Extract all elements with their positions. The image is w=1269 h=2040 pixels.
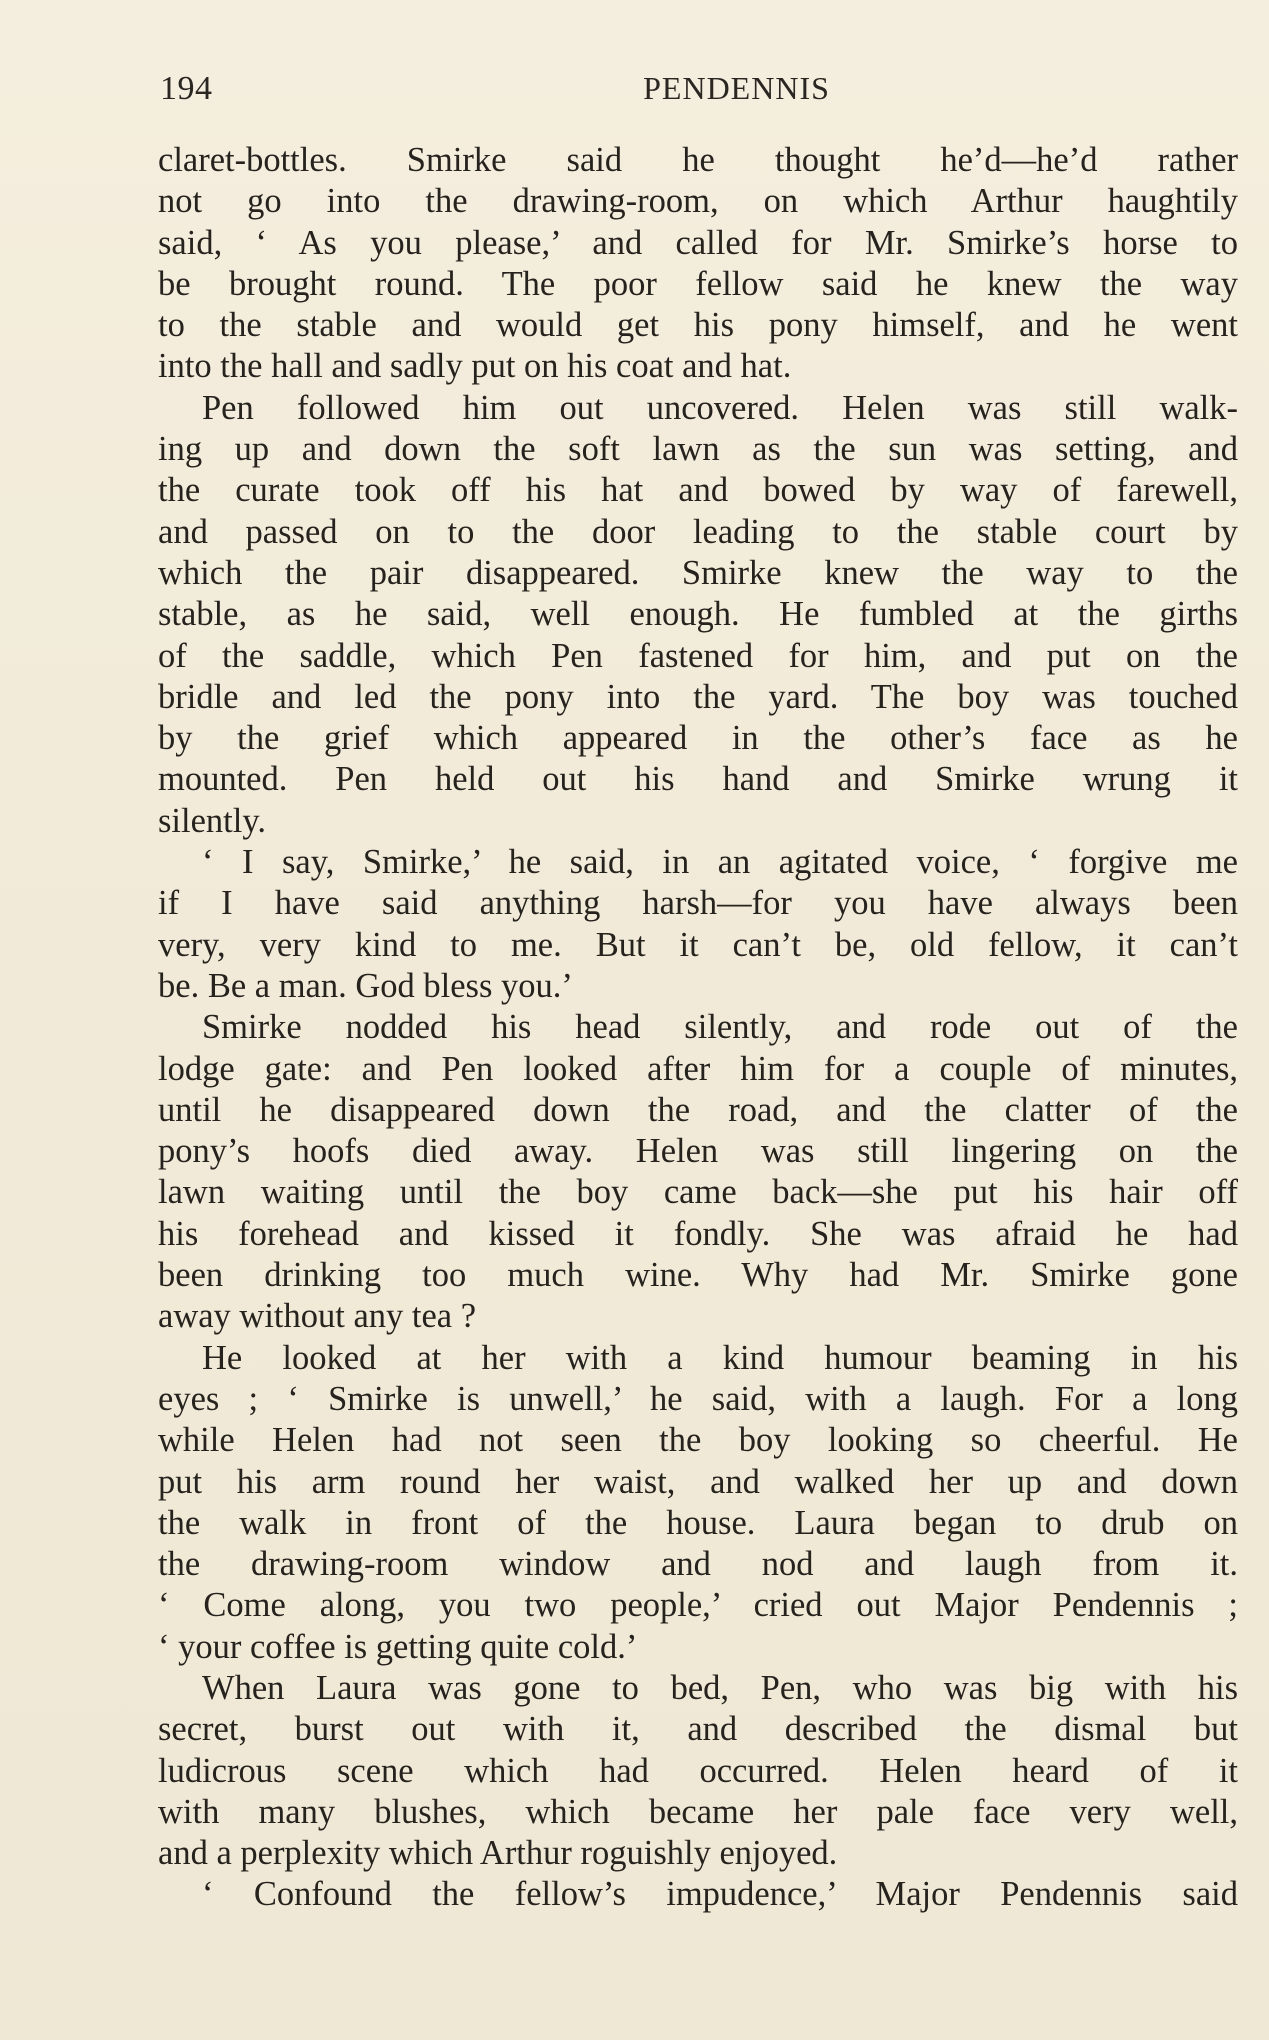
text-line: said, ‘ As you please,’ and called for Mr. Smirke’s horse to xyxy=(158,223,1238,262)
text-line: by the grief which appeared in the other’s face as he xyxy=(158,719,1238,758)
text-line: the walk in front of the house. Laura began to drub on xyxy=(158,1503,1238,1542)
text-line: into the hall and sadly put on his coat and hat. xyxy=(158,347,792,386)
text-line: while Helen had not seen the boy looking so cheerful. He xyxy=(158,1421,1238,1460)
text-line: ludicrous scene which had occurred. Helen heard of it xyxy=(158,1751,1238,1790)
text-line: pony’s hoofs died away. Helen was still lingering on the xyxy=(158,1132,1238,1171)
text-line: eyes ; ‘ Smirke is unwell,’ he said, with a laugh. For a long xyxy=(158,1379,1238,1418)
page-number: 194 xyxy=(160,70,213,107)
text-line: ‘ Confound the fellow’s impudence,’ Major Pendennis said xyxy=(202,1875,1238,1914)
body-text xyxy=(158,140,1238,1916)
text-line: if I have said anything harsh—for you have always been xyxy=(158,884,1238,923)
text-line: lodge gate: and Pen looked after him for a couple of minutes, xyxy=(158,1049,1238,1088)
text-line: He looked at her with a kind humour beaming in his xyxy=(202,1338,1238,1377)
text-line: bridle and led the pony into the yard. The boy was touched xyxy=(158,677,1238,716)
text-line: claret-bottles. Smirke said he thought he’d—he’d rather xyxy=(158,141,1238,179)
text-line: silently. xyxy=(158,801,266,840)
text-line: the curate took off his hat and bowed by way of farewell, xyxy=(158,471,1238,510)
text-line: very, very kind to me. But it can’t be, old fellow, it can’t xyxy=(158,925,1238,964)
text-line: until he disappeared down the road, and the clatter of the xyxy=(158,1090,1238,1129)
text-line: away without any tea ? xyxy=(158,1297,477,1336)
text-line: the drawing-room window and nod and laugh from it. xyxy=(158,1545,1238,1584)
text-line: not go into the drawing-room, on which Arthur haughtily xyxy=(158,182,1238,221)
text-line: been drinking too much wine. Why had Mr. Smirke gone xyxy=(158,1256,1238,1295)
text-line: stable, as he said, well enough. He fumbled at the girths xyxy=(158,595,1238,634)
text-line: Smirke nodded his head silently, and rode out of the xyxy=(202,1008,1238,1047)
text-line: with many blushes, which became her pale face very well, xyxy=(158,1792,1238,1831)
text-line: of the saddle, which Pen fastened for him, and put on the xyxy=(158,636,1238,675)
text-line: secret, burst out with it, and described the dismal but xyxy=(158,1710,1238,1749)
text-line: ing up and down the soft lawn as the sun was setting, and xyxy=(158,430,1238,469)
text-line: ‘ I say, Smirke,’ he said, in an agitated voice, ‘ forgive me xyxy=(202,843,1238,882)
book-title: PENDENNIS xyxy=(643,70,830,106)
text-line: and a perplexity which Arthur roguishly enjoyed. xyxy=(158,1834,838,1873)
text-line: ‘ Come along, you two people,’ cried out Major Pendennis ; xyxy=(158,1586,1238,1625)
text-line: lawn waiting until the boy came back—she put his hair off xyxy=(158,1173,1238,1212)
text-line: ‘ your coffee is getting quite cold.’ xyxy=(158,1627,638,1666)
text-line: mounted. Pen held out his hand and Smirke wrung it xyxy=(158,760,1238,799)
text-line: which the pair disappeared. Smirke knew the way to the xyxy=(158,553,1238,592)
text-line: put his arm round her waist, and walked her up and down xyxy=(158,1462,1238,1501)
text-line: his forehead and kissed it fondly. She was afraid he had xyxy=(158,1214,1238,1253)
text-line: to the stable and would get his pony himself, and he went xyxy=(158,306,1238,345)
text-line: Pen followed him out uncovered. Helen was still walk- xyxy=(202,388,1238,427)
text-line: and passed on to the door leading to the stable court by xyxy=(158,512,1238,551)
text-line: be. Be a man. God bless you.’ xyxy=(158,966,573,1005)
running-head xyxy=(160,70,1233,114)
text-line: be brought round. The poor fellow said he knew the way xyxy=(158,264,1238,303)
text-line: When Laura was gone to bed, Pen, who was big with his xyxy=(202,1668,1238,1707)
